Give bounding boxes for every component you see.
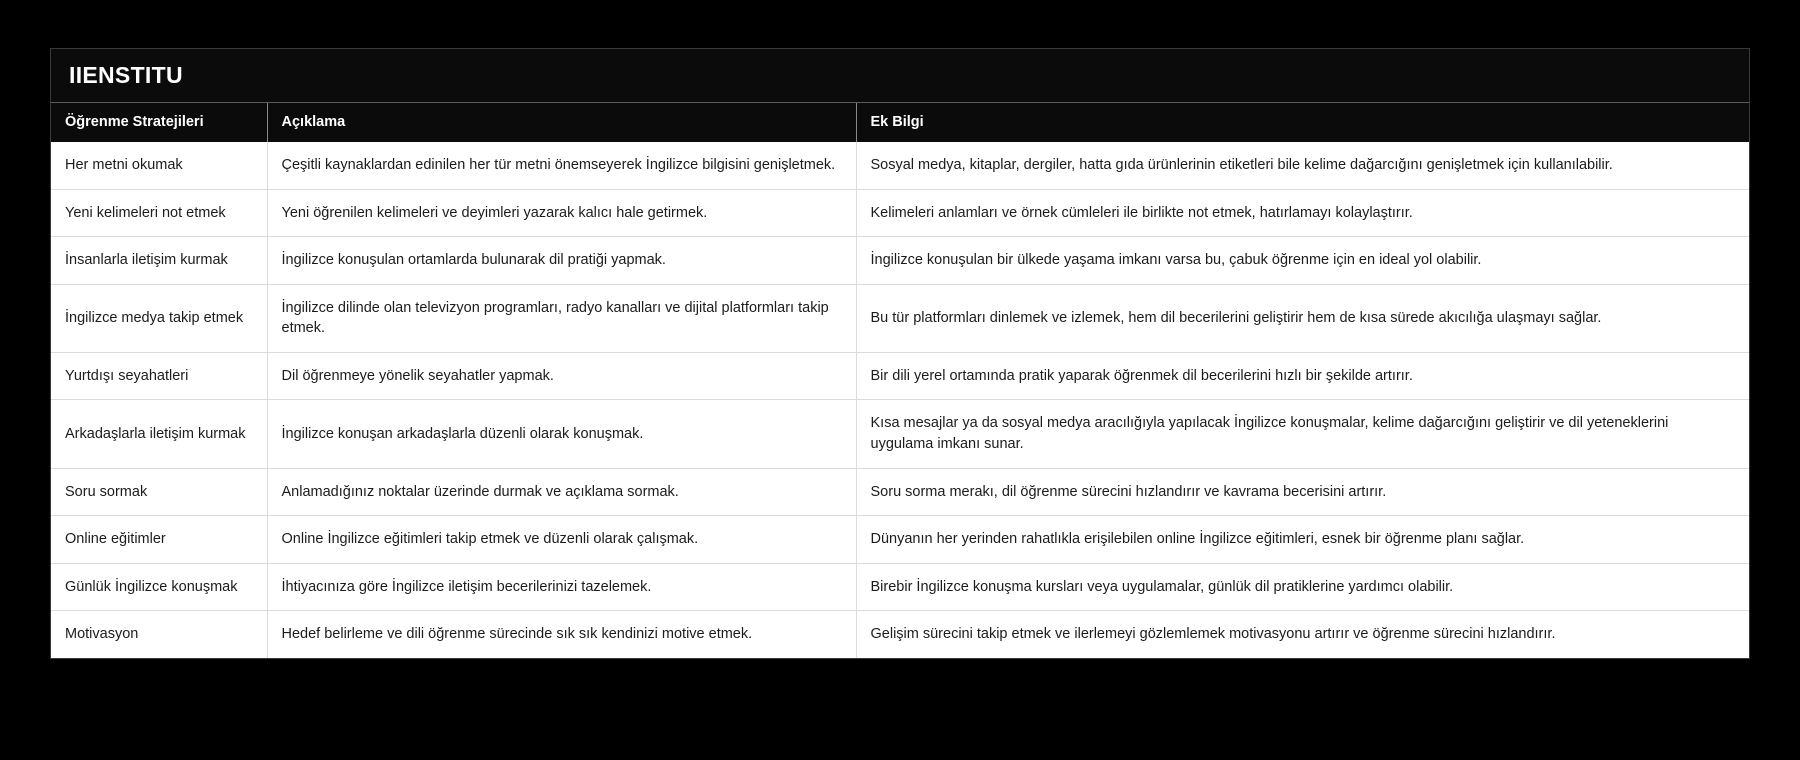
cell-description: İngilizce dilinde olan televizyon programları, radyo kanalları ve dijital platformları takip etmek. — [267, 284, 856, 352]
cell-strategy: Online eğitimler — [51, 516, 267, 564]
cell-description: Online İngilizce eğitimleri takip etmek ve düzenli olarak çalışmak. — [267, 516, 856, 564]
cell-description: Yeni öğrenilen kelimeleri ve deyimleri yazarak kalıcı hale getirmek. — [267, 189, 856, 237]
cell-description: Çeşitli kaynaklardan edinilen her tür metni önemseyerek İngilizce bilgisini genişletmek. — [267, 142, 856, 189]
cell-strategy: Soru sormak — [51, 468, 267, 516]
brand-title: IIENSTITU — [69, 62, 183, 88]
cell-strategy: Motivasyon — [51, 611, 267, 658]
table-body — [51, 142, 1749, 658]
cell-extra: Gelişim sürecini takip etmek ve ilerlemeyi gözlemlemek motivasyonu artırır ve öğrenme sürecini hızlandırır. — [856, 611, 1749, 658]
cell-strategy: İngilizce medya takip etmek — [51, 284, 267, 352]
cell-description: İngilizce konuşulan ortamlarda bulunarak dil pratiği yapmak. — [267, 237, 856, 285]
learning-strategies-table — [51, 103, 1749, 658]
table-row — [51, 352, 1749, 400]
brand-bar — [51, 49, 1749, 103]
table-row — [51, 611, 1749, 658]
cell-extra: İngilizce konuşulan bir ülkede yaşama imkanı varsa bu, çabuk öğrenme için en ideal yol olabilir. — [856, 237, 1749, 285]
learning-strategies-table-card — [50, 48, 1750, 659]
table-row — [51, 189, 1749, 237]
table-head — [51, 103, 1749, 142]
column-header-extra: Ek Bilgi — [870, 114, 924, 130]
cell-extra: Bir dili yerel ortamında pratik yaparak öğrenmek dil becerilerini hızlı bir şekilde artırır. — [856, 352, 1749, 400]
cell-description: Dil öğrenmeye yönelik seyahatler yapmak. — [267, 352, 856, 400]
cell-strategy: Yurtdışı seyahatleri — [51, 352, 267, 400]
cell-strategy: Günlük İngilizce konuşmak — [51, 563, 267, 611]
cell-strategy: Yeni kelimeleri not etmek — [51, 189, 267, 237]
table-row — [51, 400, 1749, 468]
table-row — [51, 563, 1749, 611]
cell-strategy: Arkadaşlarla iletişim kurmak — [51, 400, 267, 468]
cell-strategy: Her metni okumak — [51, 142, 267, 189]
table-header-row — [51, 103, 1749, 142]
cell-extra: Birebir İngilizce konuşma kursları veya uygulamalar, günlük dil pratiklerine yardımcı olabilir. — [856, 563, 1749, 611]
cell-extra: Kelimeleri anlamları ve örnek cümleleri ile birlikte not etmek, hatırlamayı kolaylaştırır. — [856, 189, 1749, 237]
cell-description: Anlamadığınız noktalar üzerinde durmak ve açıklama sormak. — [267, 468, 856, 516]
table-row — [51, 284, 1749, 352]
cell-extra: Soru sorma merakı, dil öğrenme sürecini hızlandırır ve kavrama becerisini artırır. — [856, 468, 1749, 516]
cell-extra: Dünyanın her yerinden rahatlıkla erişilebilen online İngilizce eğitimleri, esnek bir öğrenme planı sağlar. — [856, 516, 1749, 564]
cell-strategy: İnsanlarla iletişim kurmak — [51, 237, 267, 285]
table-row — [51, 516, 1749, 564]
cell-description: İngilizce konuşan arkadaşlarla düzenli olarak konuşmak. — [267, 400, 856, 468]
column-header-description: Açıklama — [267, 103, 856, 142]
cell-extra: Kısa mesajlar ya da sosyal medya aracılığıyla yapılacak İngilizce konuşmalar, kelime dağarcığını geliştirir ve dil yeteneklerini uygulama imkanı sunar. — [856, 400, 1749, 468]
table-row — [51, 468, 1749, 516]
column-header-strategy: Öğrenme Stratejileri — [51, 103, 267, 142]
cell-description: İhtiyacınıza göre İngilizce iletişim becerilerinizi tazelemek. — [267, 563, 856, 611]
cell-extra: Bu tür platformları dinlemek ve izlemek, hem dil becerilerini geliştirir hem de kısa sürede akıcılığa ulaşmayı sağlar. — [856, 284, 1749, 352]
cell-description: Hedef belirleme ve dili öğrenme sürecinde sık sık kendinizi motive etmek. — [267, 611, 856, 658]
cell-extra: Sosyal medya, kitaplar, dergiler, hatta gıda ürünlerinin etiketleri bile kelime dağarcığını genişletmek için kullanılabilir. — [856, 142, 1749, 189]
table-row — [51, 142, 1749, 189]
table-row — [51, 237, 1749, 285]
